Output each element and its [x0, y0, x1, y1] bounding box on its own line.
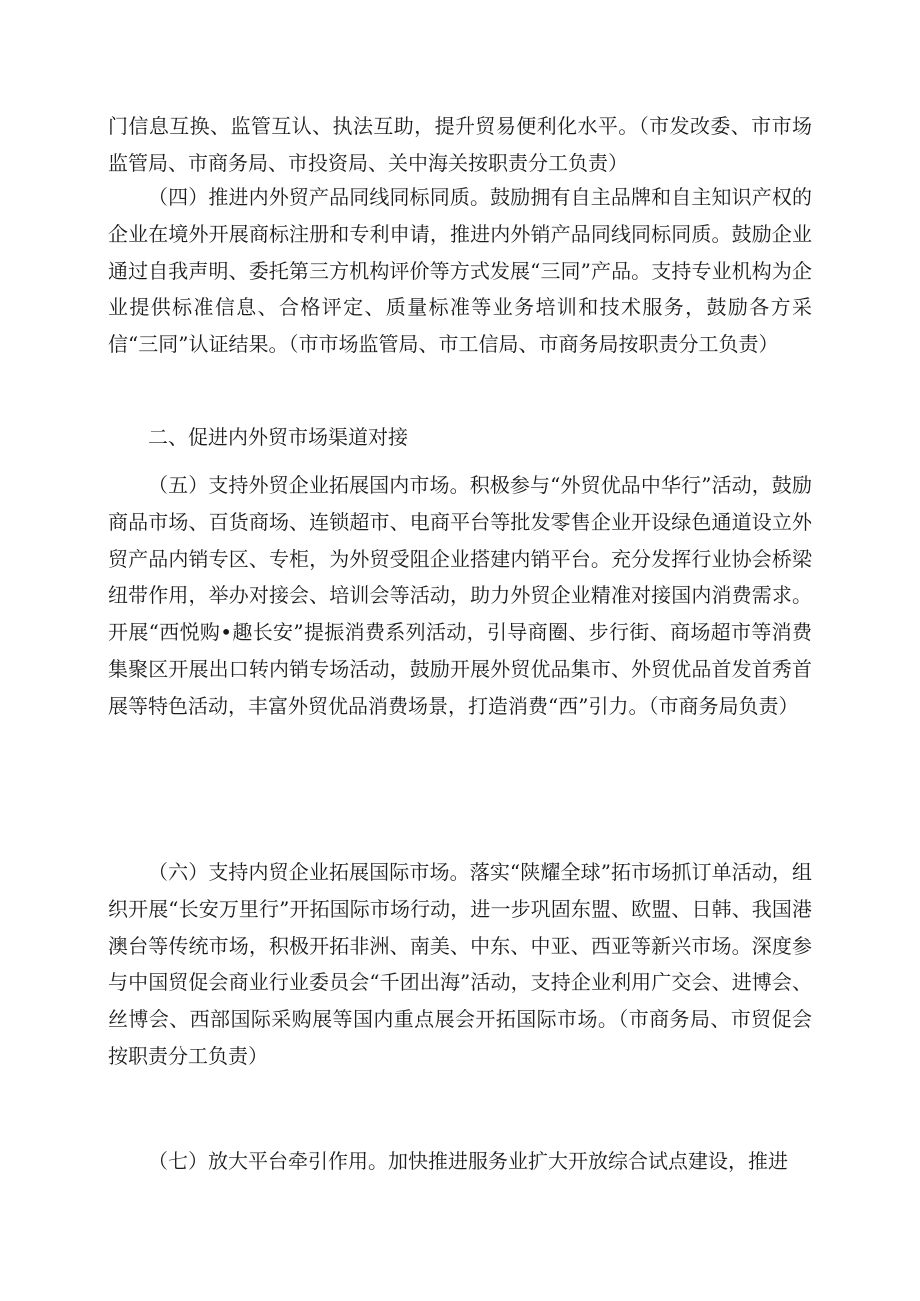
section-heading-2: 二、促进内外贸市场渠道对接: [148, 425, 408, 449]
paragraph-continued: 门信息互换、监管互认、执法互助，提升贸易便利化水平。（市发改委、市市场监管局、市商务局、市投资局、关中海关按职责分工负责）: [108, 114, 812, 175]
paragraph-section-7: （七）放大平台牵引作用。加快推进服务业扩大开放综合试点建设，推进: [148, 1149, 788, 1173]
paragraph-section-6: （六）支持内贸企业拓展国际市场。落实“陕耀全球”拓市场抓订单活动，组织开展“长安万里行”开拓国际市场行动，进一步巩固东盟、欧盟、日韩、我国港澳台等传统市场，积极开拓非洲、南美、中东、中亚、西亚等新兴市场。深度参与中国贸促会商业行业委员会“千团出海”活动，支持企业利用广交会、进博会、丝博会、西部国际采购展等国内重点展会开拓国际市场。（市商务局、市贸促会按职责分工负责）: [108, 860, 812, 1068]
paragraph-section-4: （四）推进内外贸产品同线同标同质。鼓励拥有自主品牌和自主知识产权的企业在境外开展商标注册和专利申请，推进内外销产品同线同标同质。鼓励企业通过自我声明、委托第三方机构评价等方式发展“三同”产品。支持专业机构为企业提供标准信息、合格评定、质量标准等业务培训和技术服务，鼓励各方采信“三同”认证结果。（市市场监管局、市工信局、市商务局按职责分工负责）: [108, 185, 812, 357]
paragraph-section-5: （五）支持外贸企业拓展国内市场。积极参与“外贸优品中华行”活动，鼓励商品市场、百货商场、连锁超市、电商平台等批发零售企业开设绿色通道设立外贸产品内销专区、专柜，为外贸受阻企业搭建内销平台。充分发挥行业协会桥梁纽带作用，举办对接会、培训会等活动，助力外贸企业精准对接国内消费需求。开展“西悦购•趣长安”提振消费系列活动，引导商圈、步行街、商场超市等消费集聚区开展出口转内销专场活动，鼓励开展外贸优品集市、外贸优品首发首秀首展等特色活动，丰富外贸优品消费场景，打造消费“西”引力。（市商务局负责）: [108, 473, 812, 718]
